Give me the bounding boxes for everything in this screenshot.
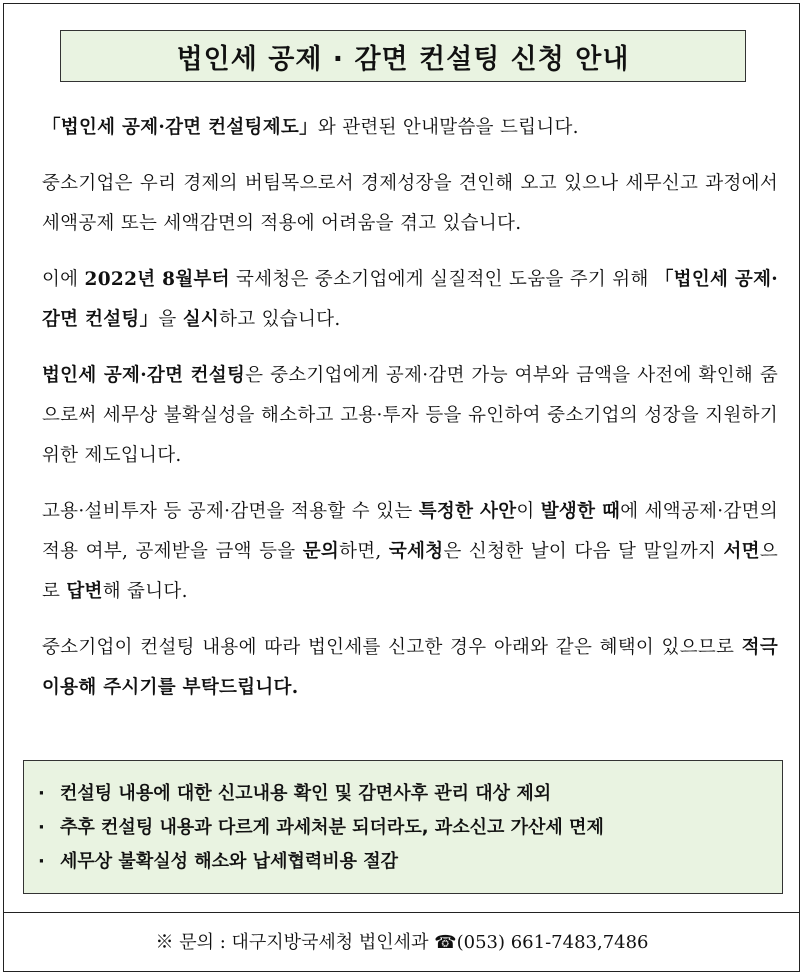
paragraph-intro bbox=[42, 108, 778, 148]
title-box bbox=[60, 30, 746, 82]
contact-label: ※ 문의 : 대구지방국세청 법인세과 bbox=[155, 932, 435, 953]
text: 이 bbox=[516, 501, 541, 522]
bold-text: 법인세 공제·감면 컨설팅 bbox=[42, 365, 246, 386]
text: 은 신청한 날이 다음 달 말일까지 bbox=[443, 541, 724, 562]
paragraph-procedure bbox=[42, 492, 778, 612]
bullet-icon: · bbox=[38, 851, 45, 872]
footer-divider bbox=[3, 912, 800, 913]
bold-text: 「법인세 공제·감면 컨설팅제도」 bbox=[42, 117, 318, 138]
bold-text: 실시 bbox=[182, 309, 220, 330]
contact-footer bbox=[0, 928, 804, 954]
paragraph-start bbox=[42, 260, 778, 340]
text: 으로 bbox=[42, 541, 778, 602]
text: 고용·설비투자 등 공제·감면을 적용할 수 있는 bbox=[42, 501, 419, 522]
benefit-text: 세무상 불확실성 해소와 납세협력비용 절감 bbox=[60, 851, 399, 872]
bold-text: 「법인세 공제·감면 컨설팅」 bbox=[42, 269, 778, 330]
benefit-item bbox=[38, 845, 782, 879]
phone-icon: ☎ bbox=[434, 932, 457, 953]
text: 이에 bbox=[42, 269, 85, 290]
text: 와 관련된 안내말씀을 드립니다. bbox=[317, 117, 579, 138]
bold-text: 서면 bbox=[723, 541, 760, 562]
paragraph-definition bbox=[42, 356, 778, 476]
text: 은 중소기업에게 공제·감면 가능 여부와 금액을 사전에 확인해 줌으로써 세무상 불확실성을 해소하고 고용·투자 등을 유인하여 중소기업의 성장을 지원하기 위한 제도입니다. bbox=[42, 365, 779, 466]
bold-text: 발생한 때 bbox=[540, 501, 621, 522]
bullet-icon: · bbox=[38, 783, 45, 804]
benefit-text: 추후 컨설팅 내용과 다르게 과세처분 되더라도, 과소신고 가산세 면제 bbox=[60, 817, 604, 838]
text: 하면, bbox=[339, 541, 389, 562]
text: 해 줍니다. bbox=[102, 581, 188, 602]
paragraph-background bbox=[42, 164, 778, 244]
page-title: 법인세 공제 · 감면 컨설팅 신청 안내 bbox=[176, 43, 630, 75]
paragraph-request bbox=[42, 628, 778, 708]
bold-text: 국세청 bbox=[388, 541, 444, 562]
bold-text: 2022년 8월부터 bbox=[84, 269, 230, 290]
bold-text: 적극 이용해 주시기를 부탁드립니다. bbox=[42, 637, 778, 698]
benefits-box bbox=[23, 760, 783, 894]
bold-text: 문의 bbox=[302, 541, 340, 562]
text: 국세청은 중소기업에게 실질적인 도움을 주기 위해 bbox=[229, 269, 655, 290]
bold-text: 특정한 사안 bbox=[418, 501, 517, 522]
document-body bbox=[42, 108, 778, 724]
benefit-text: 컨설팅 내용에 대한 신고내용 확인 및 감면사후 관리 대상 제외 bbox=[60, 783, 552, 804]
bullet-icon: · bbox=[38, 817, 45, 838]
text: 을 bbox=[158, 309, 183, 330]
text: 중소기업은 우리 경제의 버팀목으로서 경제성장을 견인해 오고 있으나 세무신고 과정에서 세액공제 또는 세액감면의 적용에 어려움을 겪고 있습니다. bbox=[42, 173, 778, 234]
benefit-item bbox=[38, 777, 782, 811]
phone-number: (053) 661-7483,7486 bbox=[456, 932, 649, 953]
text: 중소기업이 컨설팅 내용에 따라 법인세를 신고한 경우 아래와 같은 혜택이 있으므로 bbox=[42, 637, 742, 658]
benefit-item bbox=[38, 811, 782, 845]
bold-text: 답변 bbox=[66, 581, 103, 602]
text: 에 세액공제·감면의 적용 여부, 공제받을 금액 등을 bbox=[42, 501, 778, 562]
text: 하고 있습니다. bbox=[219, 309, 341, 330]
